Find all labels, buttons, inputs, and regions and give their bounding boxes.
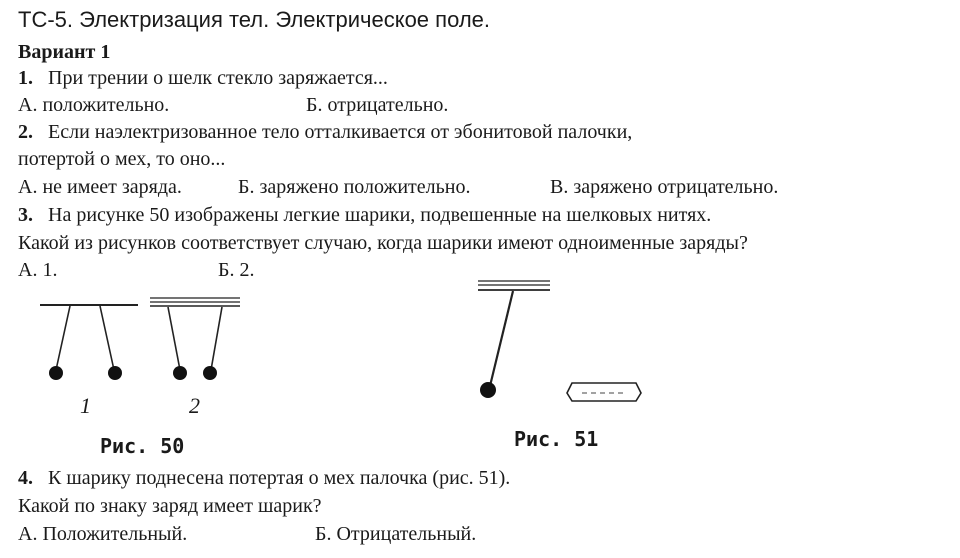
q1-option-b: Б. отрицательно.	[306, 94, 449, 116]
variant-heading: Вариант 1	[18, 41, 111, 63]
q4-option-a: А. Положительный.	[18, 523, 188, 545]
question-3-number: 3.	[18, 204, 33, 226]
question-2-text: Если наэлектризованное тело отталкивается от эбонитовой палочки,	[48, 121, 633, 143]
question-4-number: 4.	[18, 467, 33, 489]
question-4	[18, 466, 510, 490]
question-4-text: К шарику поднесена потертая о мех палочка (рис. 51).	[48, 467, 511, 489]
question-1-number: 1.	[18, 67, 33, 89]
fig50-drawing-1	[40, 305, 138, 380]
question-2-number: 2.	[18, 121, 33, 143]
fig51-ball	[480, 382, 496, 398]
question-3-text-cont: Какой из рисунков соответствует случаю, когда шарики имеют одноименные заряды?	[18, 232, 748, 254]
q2-option-c: В. заряжено отрицательно.	[550, 176, 779, 198]
fig51-rod	[567, 383, 641, 401]
fig51-drawing	[478, 281, 641, 401]
q3-option-b: Б. 2.	[218, 259, 255, 281]
fig50-1-ball-left	[49, 366, 63, 380]
question-1-text: При трении о шелк стекло заряжается...	[48, 67, 388, 89]
q1-option-a: А. положительно.	[18, 94, 170, 116]
q3-option-a: А. 1.	[18, 259, 58, 281]
page-title: ТС-5. Электризация тел. Электрическое поле.	[18, 7, 491, 32]
question-2-text-cont: потертой о мех, то оно...	[18, 148, 226, 170]
fig50-2-thread-right	[211, 307, 222, 370]
question-4-text-cont: Какой по знаку заряд имеет шарик?	[18, 495, 322, 517]
fig50-1-thread-right	[100, 306, 114, 370]
q4-option-b: Б. Отрицательный.	[315, 523, 477, 545]
fig50-2-ball-right	[203, 366, 217, 380]
fig50-1-thread-left	[56, 306, 70, 370]
fig50-drawing-2	[150, 298, 240, 380]
question-3-text: На рисунке 50 изображены легкие шарики, подвешенные на шелковых нитях.	[48, 204, 712, 226]
fig51-caption: Рис. 51	[514, 427, 599, 451]
fig50-2-thread-left	[168, 307, 180, 370]
fig51-thread	[490, 291, 513, 386]
fig50-1-ball-right	[108, 366, 122, 380]
fig50-label-2: 2	[189, 393, 200, 418]
fig50-2-ball-left	[173, 366, 187, 380]
q2-option-a: А. не имеет заряда.	[18, 176, 182, 198]
fig50-label-1: 1	[80, 393, 91, 418]
q2-option-b: Б. заряжено положительно.	[238, 176, 471, 198]
fig50-caption: Рис. 50	[100, 434, 185, 458]
